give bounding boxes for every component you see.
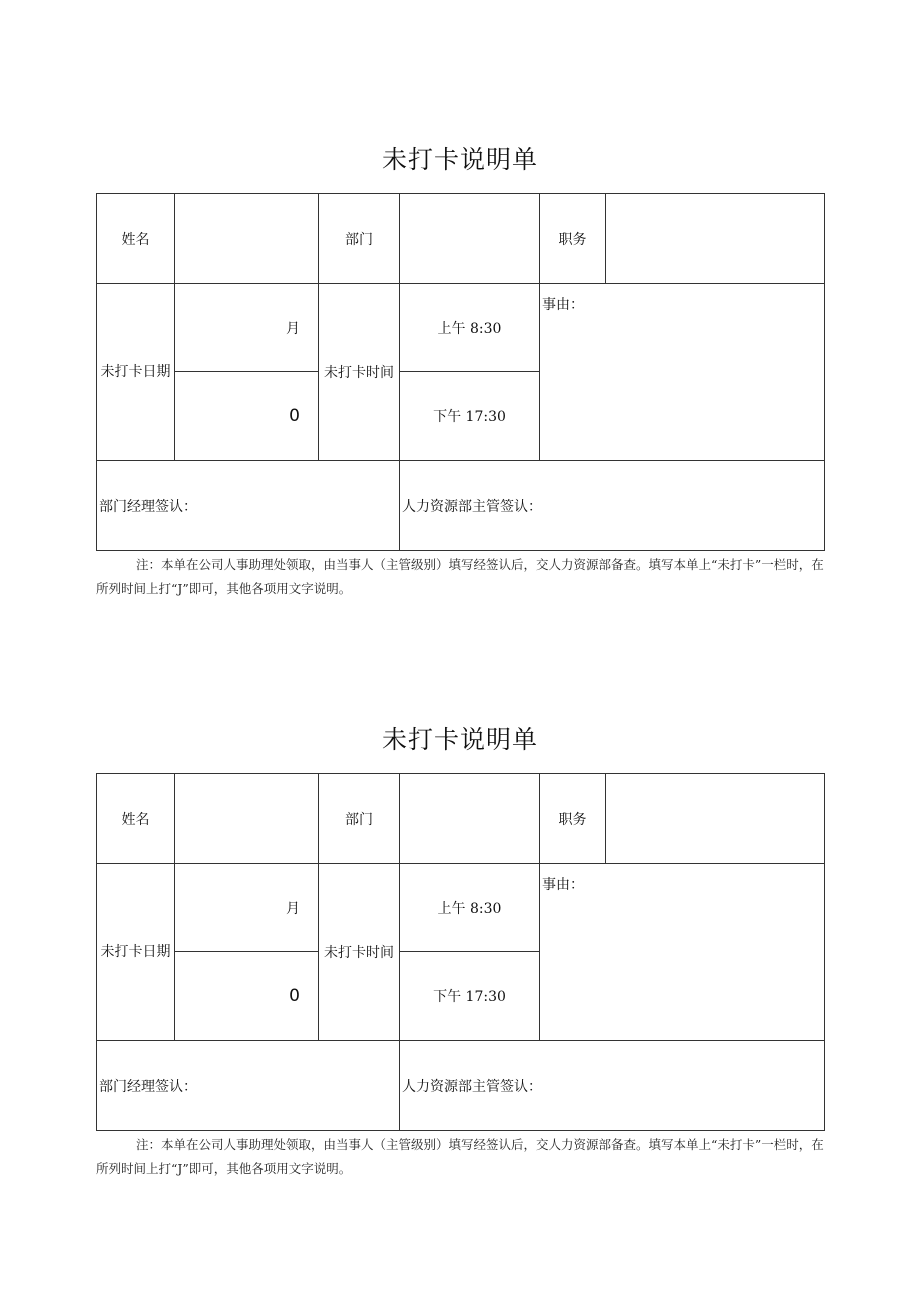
position-field[interactable] <box>606 774 825 864</box>
missed-date-label: 未打卡日期 <box>100 364 171 380</box>
name-label: 姓名 <box>97 194 175 284</box>
hr-sign-field[interactable] <box>400 1041 825 1131</box>
missed-date-label: 未打卡日期 <box>100 944 171 960</box>
am-time-option[interactable]: 上午 8:30 <box>400 864 540 952</box>
dept-field[interactable] <box>400 774 540 864</box>
hr-sign-label: 人力资源部主管签认： <box>402 1078 542 1095</box>
month-label: 月 <box>286 900 300 917</box>
hr-sign-field[interactable] <box>400 461 825 551</box>
form-title: 未打卡说明单 <box>381 145 538 174</box>
form-title: 未打卡说明单 <box>381 725 538 754</box>
position-label: 职务 <box>540 194 606 284</box>
form-note: 注：本单在公司人事助理处领取，由当事人（主管级别）填写经签认后，交人力资源部备查。填写本单上“未打卡”一栏时，在所列时间上打“J”即可，其他各项用文字说明。 <box>96 1137 824 1176</box>
month-field[interactable] <box>175 864 319 952</box>
hr-sign-label: 人力资源部主管签认： <box>402 498 542 515</box>
reason-label: 事由： <box>542 877 584 893</box>
missed-date-label-cell <box>97 864 175 1041</box>
name-label: 姓名 <box>97 774 175 864</box>
pm-time-option[interactable]: 下午 17:30 <box>400 372 540 461</box>
manager-sign-label: 部门经理签认： <box>99 498 197 515</box>
form-note: 注：本单在公司人事助理处领取，由当事人（主管级别）填写经签认后，交人力资源部备查。填写本单上“未打卡”一栏时，在所列时间上打“J”即可，其他各项用文字说明。 <box>96 557 824 596</box>
reason-field[interactable] <box>540 284 825 461</box>
month-label: 月 <box>286 320 300 337</box>
missed-time-label: 未打卡时间 <box>319 864 400 1041</box>
name-field[interactable] <box>175 774 319 864</box>
day-value: 0 <box>289 986 300 1006</box>
reason-label: 事由： <box>542 297 584 313</box>
dept-label: 部门 <box>319 194 400 284</box>
month-field[interactable] <box>175 284 319 372</box>
pm-time-option[interactable]: 下午 17:30 <box>400 952 540 1041</box>
missed-time-label: 未打卡时间 <box>319 284 400 461</box>
day-field[interactable] <box>175 372 319 461</box>
reason-field[interactable] <box>540 864 825 1041</box>
missed-date-label-cell <box>97 284 175 461</box>
position-label: 职务 <box>540 774 606 864</box>
manager-sign-label: 部门经理签认： <box>99 1078 197 1095</box>
form-table <box>96 193 825 551</box>
dept-label: 部门 <box>319 774 400 864</box>
form-table <box>96 773 825 1131</box>
day-value: 0 <box>289 406 300 426</box>
name-field[interactable] <box>175 194 319 284</box>
manager-sign-field[interactable] <box>97 1041 400 1131</box>
am-time-option[interactable]: 上午 8:30 <box>400 284 540 372</box>
manager-sign-field[interactable] <box>97 461 400 551</box>
day-field[interactable] <box>175 952 319 1041</box>
position-field[interactable] <box>606 194 825 284</box>
dept-field[interactable] <box>400 194 540 284</box>
